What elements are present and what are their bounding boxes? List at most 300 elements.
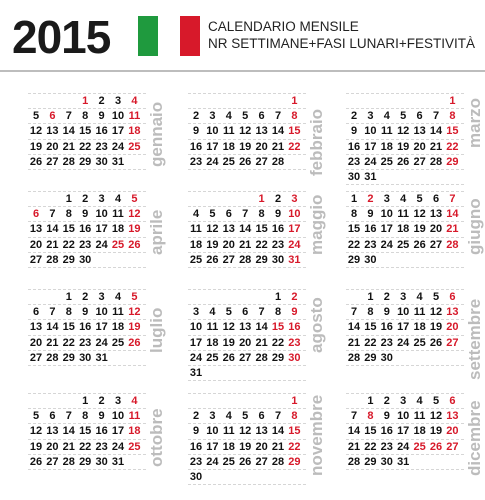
- day-cell: 13: [446, 306, 459, 319]
- day-cell: 26: [429, 440, 443, 453]
- week-separator: [346, 423, 464, 424]
- day-cell: 10: [111, 410, 125, 423]
- day-cell: 25: [413, 440, 426, 453]
- day-cell: 10: [380, 208, 393, 221]
- week-separator: [188, 408, 306, 409]
- day-cell: 10: [111, 110, 125, 123]
- day-cell: 15: [255, 223, 268, 236]
- day-cell: 19: [239, 140, 252, 153]
- day-cell: 12: [29, 425, 43, 438]
- day-cell: 7: [350, 410, 358, 423]
- day-cell: 2: [383, 395, 390, 407]
- day-cell: 29: [347, 253, 361, 266]
- day-cell: 16: [79, 223, 92, 236]
- day-cell: 28: [347, 455, 361, 468]
- day-cell: 17: [288, 223, 301, 236]
- day-cell: 24: [397, 336, 410, 349]
- day-cell: 5: [32, 410, 40, 423]
- day-cell: 1: [350, 193, 358, 205]
- month-giugno: [346, 190, 485, 298]
- day-cell: 7: [274, 110, 282, 123]
- day-cell: 1: [291, 395, 298, 407]
- day-cell: 23: [364, 238, 377, 251]
- day-cell: 19: [128, 223, 141, 236]
- day-cell: 25: [222, 455, 235, 468]
- day-cell: 24: [397, 440, 410, 453]
- day-cell: 11: [206, 321, 219, 334]
- day-cell: 26: [397, 155, 410, 168]
- day-cell: 15: [79, 425, 92, 438]
- day-cell: 29: [62, 253, 75, 266]
- day-cell: 7: [449, 193, 456, 205]
- week-separator: [346, 237, 464, 238]
- day-cell: 6: [432, 193, 440, 205]
- day-cell: 11: [112, 208, 124, 221]
- day-cell: 31: [189, 367, 203, 379]
- month-febbraio: [188, 92, 328, 200]
- day-cell: 30: [364, 253, 377, 266]
- week-separator: [188, 221, 306, 222]
- day-cell: 17: [111, 125, 125, 138]
- week-separator: [346, 154, 464, 155]
- day-cell: 28: [271, 455, 285, 468]
- day-cell: 16: [189, 140, 203, 153]
- day-cell: 2: [98, 95, 105, 107]
- day-cell: 7: [242, 208, 249, 221]
- day-cell: 8: [350, 208, 358, 221]
- week-separator: [188, 169, 306, 170]
- day-cell: 6: [225, 208, 232, 221]
- month-label: maggio: [307, 194, 326, 255]
- day-cell: 8: [291, 110, 298, 123]
- day-cell: 1: [274, 291, 282, 303]
- month-label: novembre: [307, 394, 326, 476]
- day-cell: 24: [189, 351, 203, 364]
- day-cell: 23: [95, 140, 108, 153]
- week-separator: [188, 252, 306, 253]
- day-cell: 18: [128, 425, 141, 438]
- week-separator: [346, 221, 464, 222]
- week-separator: [346, 365, 464, 366]
- day-cell: 15: [288, 425, 301, 438]
- subtitle-line-2: NR SETTIMANE+FASI LUNARI+FESTIVITÀ: [208, 36, 476, 51]
- day-cell: 27: [255, 155, 268, 168]
- day-cell: 4: [131, 395, 138, 407]
- month-label: ottobre: [147, 407, 166, 467]
- day-cell: 9: [192, 425, 200, 438]
- day-cell: 14: [347, 321, 361, 334]
- day-cell: 12: [429, 410, 443, 423]
- day-cell: 5: [225, 306, 232, 319]
- day-cell: 9: [98, 110, 105, 123]
- week-separator: [28, 221, 146, 222]
- day-cell: 18: [413, 425, 426, 438]
- day-cell: 14: [62, 425, 75, 438]
- day-cell: 1: [82, 395, 89, 407]
- day-cell: 26: [413, 238, 426, 251]
- day-cell: 9: [383, 410, 390, 423]
- day-cell: 24: [206, 455, 219, 468]
- year-title: 2015: [12, 11, 111, 63]
- day-cell: 12: [397, 125, 410, 138]
- week-separator: [188, 454, 306, 455]
- week-separator: [188, 139, 306, 140]
- day-cell: 21: [446, 223, 459, 236]
- flag-red-stripe: [180, 16, 200, 56]
- day-cell: 23: [189, 455, 203, 468]
- day-cell: 20: [446, 425, 459, 438]
- day-cell: 7: [65, 110, 72, 123]
- day-cell: 25: [413, 336, 426, 349]
- day-cell: 12: [239, 425, 252, 438]
- month-ottobre: [28, 392, 168, 500]
- day-cell: 4: [400, 193, 407, 205]
- month-gennaio: [28, 92, 168, 200]
- day-cell: 17: [111, 425, 125, 438]
- day-cell: 8: [367, 306, 374, 319]
- week-separator: [188, 393, 306, 394]
- month-label: giugno: [465, 198, 484, 255]
- day-cell: 27: [46, 455, 59, 468]
- day-cell: 12: [128, 306, 141, 319]
- day-cell: 17: [397, 425, 410, 438]
- day-cell: 3: [209, 110, 216, 123]
- day-cell: 30: [95, 455, 108, 468]
- day-cell: 30: [380, 455, 393, 468]
- day-cell: 10: [189, 321, 203, 334]
- day-cell: 5: [416, 193, 423, 205]
- day-cell: 3: [98, 291, 105, 303]
- week-separator: [188, 267, 306, 268]
- day-cell: 18: [128, 125, 141, 138]
- day-cell: 21: [429, 140, 443, 153]
- day-cell: 6: [32, 306, 40, 319]
- day-cell: 23: [288, 336, 301, 349]
- day-cell: 2: [274, 193, 282, 205]
- day-cell: 11: [413, 306, 426, 319]
- day-cell: 12: [206, 223, 219, 236]
- week-separator: [28, 139, 146, 140]
- day-cell: 4: [131, 95, 138, 107]
- week-separator: [28, 206, 146, 207]
- day-cell: 19: [29, 140, 43, 153]
- day-cell: 4: [225, 110, 232, 123]
- day-cell: 31: [288, 253, 301, 266]
- day-cell: 24: [95, 238, 108, 251]
- day-cell: 30: [271, 253, 285, 266]
- week-separator: [188, 319, 306, 320]
- week-separator: [346, 393, 464, 394]
- day-cell: 19: [429, 321, 443, 334]
- day-cell: 25: [380, 155, 393, 168]
- day-cell: 14: [446, 208, 459, 221]
- day-cell: 13: [255, 125, 268, 138]
- day-cell: 21: [62, 440, 75, 453]
- week-separator: [188, 380, 306, 381]
- day-cell: 25: [128, 140, 141, 153]
- day-cell: 18: [206, 336, 219, 349]
- day-cell: 23: [79, 238, 92, 251]
- week-separator: [28, 154, 146, 155]
- day-cell: 17: [364, 140, 377, 153]
- day-cell: 28: [239, 253, 252, 266]
- week-separator: [28, 169, 146, 170]
- day-cell: 11: [222, 125, 235, 138]
- day-cell: 30: [189, 471, 203, 483]
- month-agosto: [188, 288, 328, 396]
- day-cell: 10: [206, 125, 219, 138]
- day-cell: 10: [288, 208, 301, 221]
- week-separator: [188, 123, 306, 124]
- day-cell: 28: [446, 238, 459, 251]
- day-cell: 25: [397, 238, 410, 251]
- day-cell: 9: [383, 306, 390, 319]
- day-cell: 25: [111, 336, 125, 349]
- day-cell: 4: [114, 193, 122, 205]
- day-cell: 17: [206, 140, 219, 153]
- day-cell: 23: [380, 440, 393, 453]
- week-separator: [188, 439, 306, 440]
- day-cell: 6: [416, 110, 423, 123]
- week-separator: [28, 350, 146, 351]
- month-label: dicembre: [465, 400, 484, 476]
- day-cell: 8: [82, 410, 89, 423]
- day-cell: 4: [416, 291, 423, 303]
- day-cell: 18: [111, 321, 125, 334]
- day-cell: 16: [380, 425, 393, 438]
- day-cell: 29: [79, 155, 92, 168]
- day-cell: 6: [258, 410, 265, 423]
- day-cell: 1: [367, 291, 374, 303]
- day-cell: 3: [192, 306, 200, 319]
- day-cell: 11: [397, 208, 409, 221]
- day-cell: 31: [111, 155, 125, 168]
- day-cell: 2: [367, 193, 374, 205]
- week-separator: [28, 237, 146, 238]
- day-cell: 5: [432, 291, 440, 303]
- day-cell: 29: [271, 351, 285, 364]
- day-cell: 2: [383, 291, 390, 303]
- day-cell: 14: [46, 321, 59, 334]
- day-cell: 2: [192, 410, 200, 423]
- day-cell: 11: [413, 410, 426, 423]
- day-cell: 1: [367, 395, 374, 407]
- day-cell: 14: [429, 125, 443, 138]
- day-cell: 5: [131, 291, 138, 303]
- day-cell: 2: [350, 110, 358, 123]
- day-cell: 16: [189, 440, 203, 453]
- month-label: settembre: [465, 298, 484, 380]
- day-cell: 19: [29, 440, 43, 453]
- day-cell: 29: [364, 351, 377, 364]
- day-cell: 22: [364, 440, 377, 453]
- day-cell: 19: [239, 440, 252, 453]
- week-separator: [28, 469, 146, 470]
- day-cell: 10: [95, 208, 108, 221]
- day-cell: 5: [432, 395, 440, 407]
- week-separator: [188, 365, 306, 366]
- day-cell: 29: [79, 455, 92, 468]
- day-cell: 4: [383, 110, 390, 123]
- day-cell: 12: [429, 306, 443, 319]
- day-cell: 15: [62, 321, 75, 334]
- day-cell: 13: [29, 321, 43, 334]
- week-separator: [28, 252, 146, 253]
- day-cell: 11: [190, 223, 202, 236]
- day-cell: 9: [192, 125, 200, 138]
- day-cell: 21: [347, 336, 361, 349]
- day-cell: 22: [446, 140, 459, 153]
- day-cell: 3: [400, 395, 407, 407]
- day-cell: 15: [288, 125, 301, 138]
- day-cell: 5: [131, 193, 138, 205]
- day-cell: 17: [380, 223, 393, 236]
- day-cell: 24: [111, 440, 125, 453]
- day-cell: 21: [271, 140, 285, 153]
- day-cell: 17: [397, 321, 410, 334]
- week-separator: [346, 93, 464, 94]
- day-cell: 29: [62, 351, 75, 364]
- day-cell: 31: [111, 455, 125, 468]
- week-separator: [28, 289, 146, 290]
- day-cell: 1: [65, 291, 72, 303]
- day-cell: 22: [364, 336, 377, 349]
- week-separator: [28, 304, 146, 305]
- day-cell: 3: [114, 95, 122, 107]
- day-cell: 29: [364, 455, 377, 468]
- day-cell: 13: [255, 425, 268, 438]
- day-cell: 4: [209, 306, 216, 319]
- day-cell: 18: [222, 140, 235, 153]
- flag-green-stripe: [138, 16, 158, 56]
- day-cell: 9: [98, 410, 105, 423]
- day-cell: 8: [291, 410, 298, 423]
- day-cell: 12: [222, 321, 235, 334]
- day-cell: 27: [29, 351, 43, 364]
- day-cell: 24: [111, 140, 125, 153]
- day-cell: 19: [222, 336, 235, 349]
- day-cell: 30: [288, 351, 301, 364]
- day-cell: 23: [347, 155, 361, 168]
- day-cell: 22: [288, 440, 301, 453]
- day-cell: 22: [79, 140, 92, 153]
- day-cell: 2: [82, 193, 89, 205]
- day-cell: 13: [429, 208, 443, 221]
- day-cell: 18: [397, 223, 410, 236]
- week-separator: [346, 439, 464, 440]
- month-label: luglio: [147, 307, 166, 353]
- week-separator: [346, 469, 464, 470]
- day-cell: 1: [291, 95, 298, 107]
- day-cell: 20: [429, 223, 443, 236]
- day-cell: 21: [46, 238, 59, 251]
- day-cell: 30: [79, 253, 92, 266]
- day-cell: 30: [79, 351, 92, 364]
- day-cell: 13: [29, 223, 43, 236]
- week-separator: [346, 350, 464, 351]
- italian-flag-icon: [138, 16, 200, 56]
- day-cell: 12: [413, 208, 426, 221]
- day-cell: 14: [347, 425, 361, 438]
- week-separator: [346, 252, 464, 253]
- day-cell: 26: [29, 455, 43, 468]
- week-separator: [188, 469, 306, 470]
- day-cell: 16: [288, 321, 301, 334]
- day-cell: 24: [206, 155, 219, 168]
- week-separator: [346, 289, 464, 290]
- day-cell: 17: [206, 440, 219, 453]
- day-cell: 1: [82, 95, 89, 107]
- day-cell: 29: [288, 455, 301, 468]
- week-separator: [28, 439, 146, 440]
- day-cell: 26: [429, 336, 443, 349]
- day-cell: 25: [222, 155, 235, 168]
- day-cell: 3: [291, 193, 298, 205]
- day-cell: 23: [271, 238, 285, 251]
- day-cell: 26: [239, 155, 252, 168]
- day-cell: 31: [95, 351, 108, 364]
- day-cell: 28: [46, 253, 59, 266]
- week-separator: [188, 484, 306, 485]
- day-cell: 21: [62, 140, 75, 153]
- day-cell: 19: [429, 425, 443, 438]
- day-cell: 19: [397, 140, 410, 153]
- day-cell: 2: [291, 291, 298, 303]
- week-separator: [346, 304, 464, 305]
- day-cell: 1: [449, 95, 456, 107]
- day-cell: 26: [206, 253, 219, 266]
- day-cell: 20: [413, 140, 426, 153]
- day-cell: 20: [222, 238, 235, 251]
- day-cell: 26: [29, 155, 43, 168]
- day-cell: 9: [291, 306, 298, 319]
- day-cell: 23: [189, 155, 203, 168]
- day-cell: 7: [49, 306, 56, 319]
- day-cell: 1: [65, 193, 72, 205]
- day-cell: 16: [95, 125, 108, 138]
- day-cell: 10: [397, 410, 410, 423]
- day-cell: 9: [367, 208, 374, 221]
- day-cell: 18: [111, 223, 125, 236]
- week-separator: [188, 335, 306, 336]
- day-cell: 7: [49, 208, 56, 221]
- day-cell: 15: [79, 125, 92, 138]
- day-cell: 7: [432, 110, 440, 123]
- day-cell: 25: [128, 440, 141, 453]
- week-separator: [188, 237, 306, 238]
- day-cell: 7: [258, 306, 265, 319]
- week-separator: [346, 206, 464, 207]
- day-cell: 9: [350, 125, 358, 138]
- day-cell: 20: [255, 140, 268, 153]
- day-cell: 23: [79, 336, 92, 349]
- subtitle-line-1: CALENDARIO MENSILE: [208, 19, 359, 34]
- day-cell: 28: [62, 455, 75, 468]
- day-cell: 12: [29, 125, 43, 138]
- day-cell: 10: [206, 425, 219, 438]
- day-cell: 22: [271, 336, 285, 349]
- week-separator: [346, 123, 464, 124]
- month-label: gennaio: [147, 101, 166, 167]
- month-label: aprile: [147, 209, 166, 255]
- day-cell: 31: [364, 171, 377, 183]
- day-cell: 11: [128, 110, 141, 123]
- day-cell: 21: [255, 336, 268, 349]
- week-separator: [28, 393, 146, 394]
- header: [0, 0, 485, 72]
- day-cell: 3: [367, 110, 374, 123]
- day-cell: 24: [288, 238, 301, 251]
